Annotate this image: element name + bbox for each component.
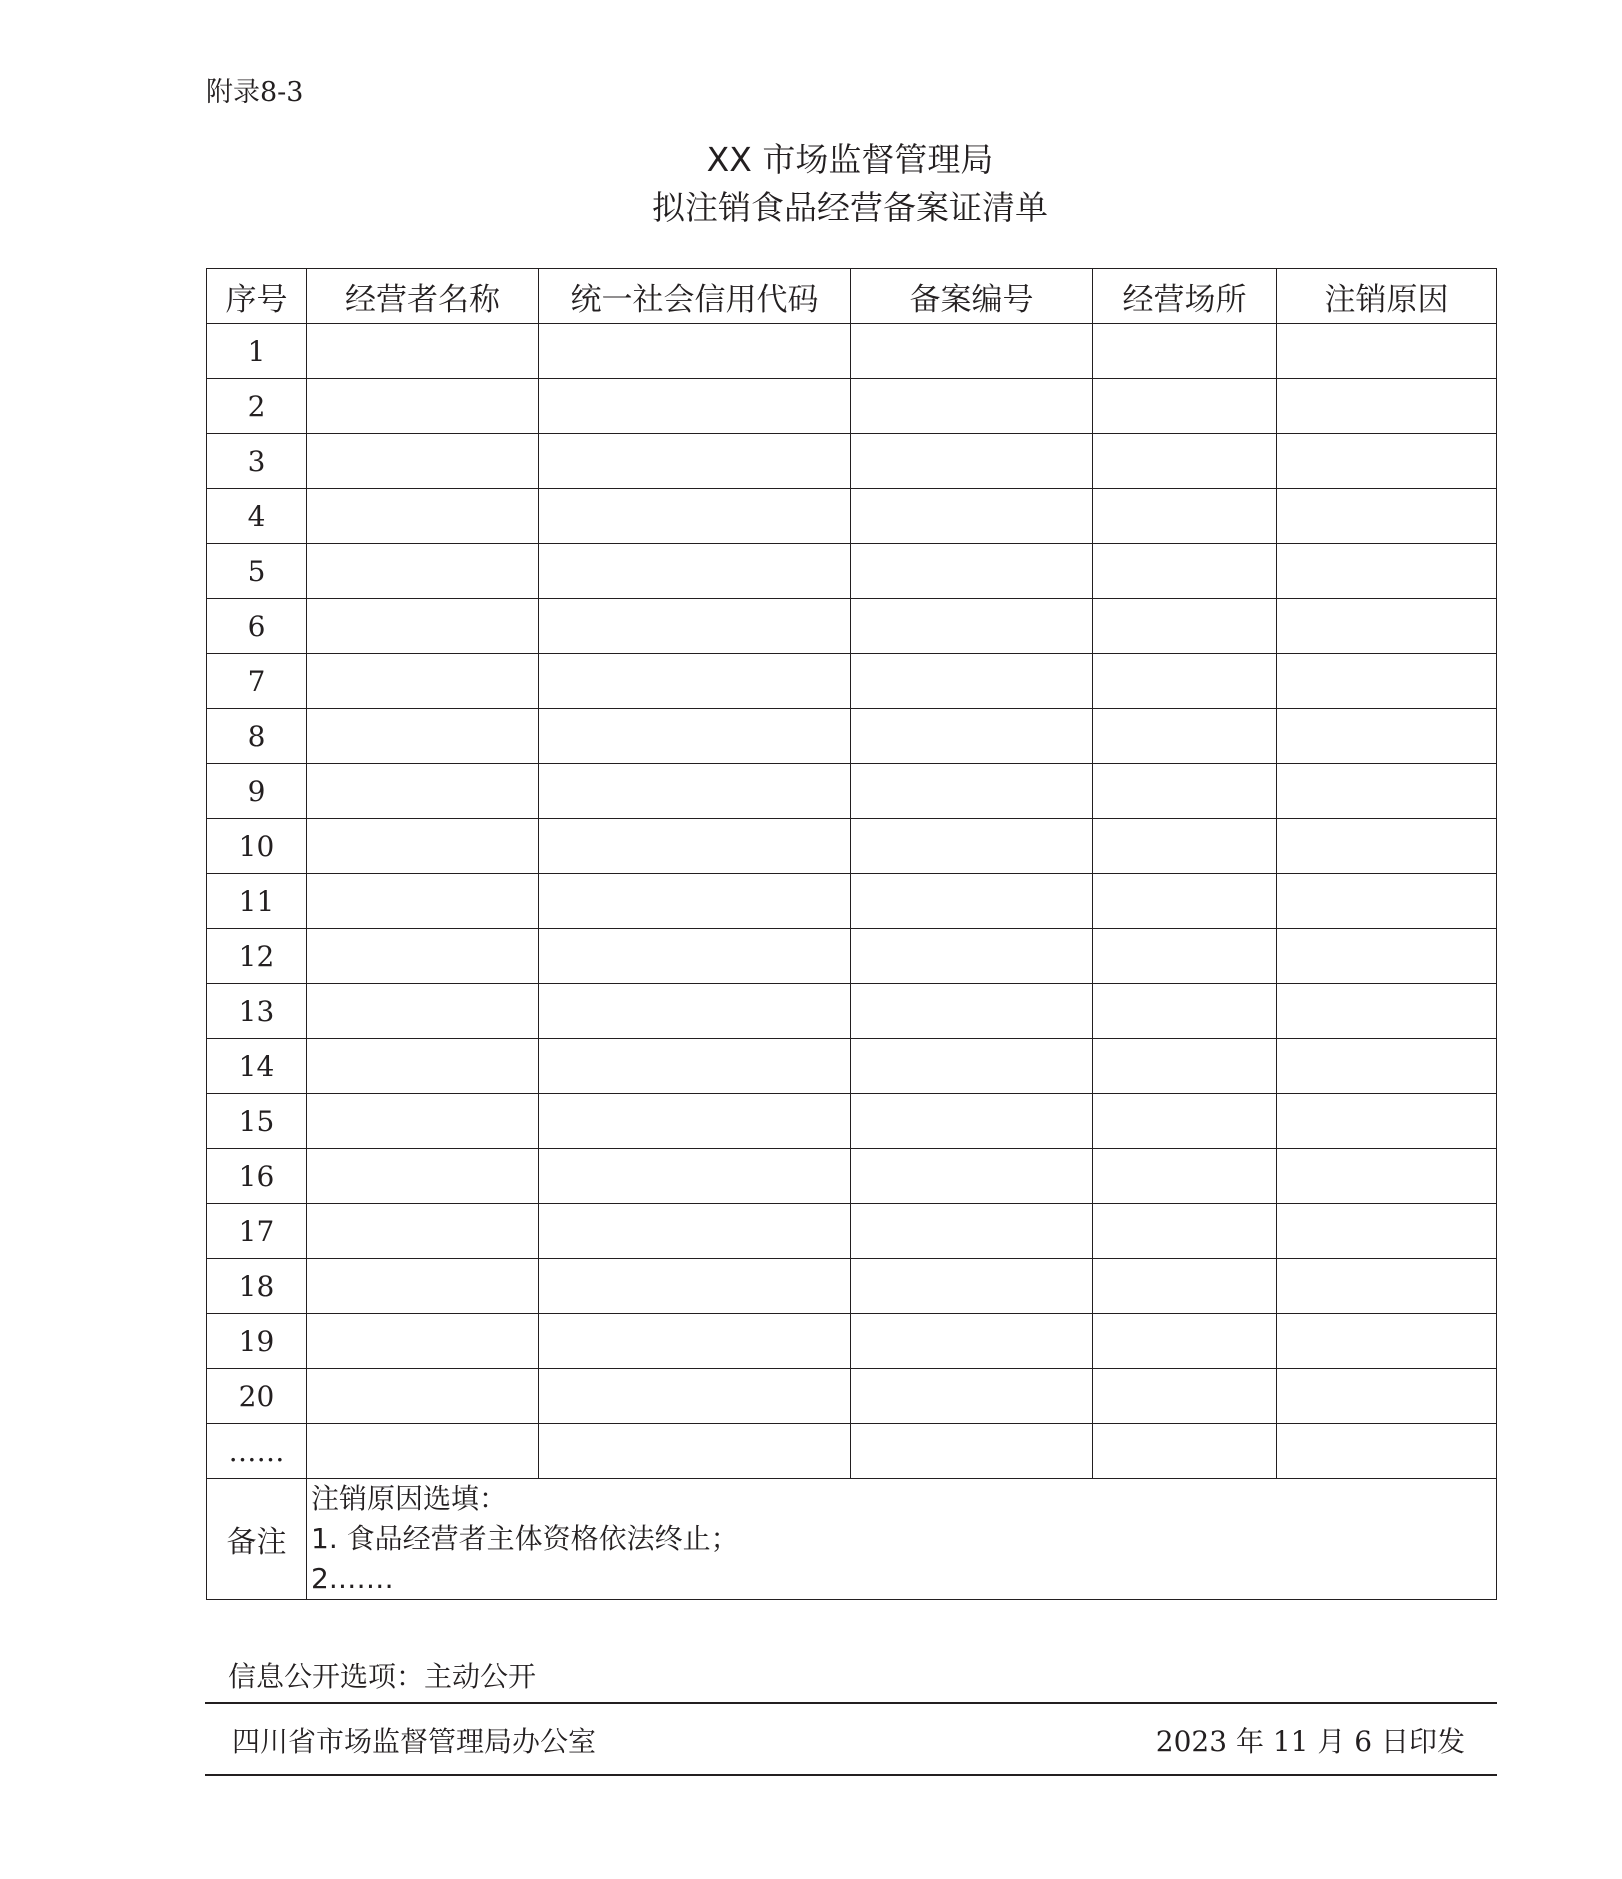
empty-cell xyxy=(1277,929,1497,984)
notes-line: 2.…… xyxy=(311,1562,394,1595)
table-row xyxy=(207,1424,1497,1479)
row-index: 5 xyxy=(207,544,307,599)
table-row xyxy=(207,434,1497,489)
empty-cell xyxy=(1093,1039,1277,1094)
empty-cell xyxy=(307,324,539,379)
row-index: 3 xyxy=(207,434,307,489)
table-row xyxy=(207,874,1497,929)
empty-cell xyxy=(539,1314,851,1369)
empty-cell xyxy=(1093,1094,1277,1149)
empty-cell xyxy=(1093,489,1277,544)
empty-cell xyxy=(851,709,1093,764)
row-index: 17 xyxy=(207,1204,307,1259)
table-row xyxy=(207,1369,1497,1424)
empty-cell xyxy=(851,764,1093,819)
empty-cell xyxy=(1093,434,1277,489)
table-row xyxy=(207,929,1497,984)
empty-cell xyxy=(539,709,851,764)
empty-cell xyxy=(539,1369,851,1424)
empty-cell xyxy=(307,929,539,984)
row-index: 19 xyxy=(207,1314,307,1369)
empty-cell xyxy=(1093,1424,1277,1479)
header-credit-code: 统一社会信用代码 xyxy=(539,269,851,324)
empty-cell xyxy=(1277,1204,1497,1259)
document-title-line1: XX 市场监督管理局 xyxy=(706,140,994,179)
row-index: 11 xyxy=(207,874,307,929)
empty-cell xyxy=(539,819,851,874)
empty-cell xyxy=(307,1149,539,1204)
header-premises: 经营场所 xyxy=(1093,269,1277,324)
disclosure-option: 信息公开选项：主动公开 xyxy=(228,1660,537,1693)
empty-cell xyxy=(307,489,539,544)
row-index: 4 xyxy=(207,489,307,544)
header-revocation-reason: 注销原因 xyxy=(1277,269,1497,324)
empty-cell xyxy=(1093,324,1277,379)
empty-cell xyxy=(539,1424,851,1479)
table-row xyxy=(207,709,1497,764)
empty-cell xyxy=(1093,984,1277,1039)
notes-label: 备注 xyxy=(207,1479,307,1600)
row-index: 1 xyxy=(207,324,307,379)
empty-cell xyxy=(1093,544,1277,599)
table-row xyxy=(207,1039,1497,1094)
empty-cell xyxy=(539,324,851,379)
row-index: 2 xyxy=(207,379,307,434)
empty-cell xyxy=(539,434,851,489)
empty-cell xyxy=(851,599,1093,654)
empty-cell xyxy=(1093,1259,1277,1314)
notes-line: 注销原因选填： xyxy=(311,1482,508,1515)
row-index: 12 xyxy=(207,929,307,984)
empty-cell xyxy=(539,489,851,544)
empty-cell xyxy=(1277,1314,1497,1369)
empty-cell xyxy=(851,489,1093,544)
empty-cell xyxy=(539,984,851,1039)
footer-top-rule xyxy=(205,1702,1497,1704)
empty-cell xyxy=(307,1314,539,1369)
empty-cell xyxy=(851,324,1093,379)
empty-cell xyxy=(539,1149,851,1204)
notes-content xyxy=(307,1479,1497,1600)
appendix-label: 附录8-3 xyxy=(206,77,304,108)
header-filing-number: 备案编号 xyxy=(851,269,1093,324)
empty-cell xyxy=(307,1259,539,1314)
document-title-line2: 拟注销食品经营备案证清单 xyxy=(652,188,1048,227)
empty-cell xyxy=(1093,764,1277,819)
table-row xyxy=(207,1149,1497,1204)
row-index: 8 xyxy=(207,709,307,764)
empty-cell xyxy=(851,984,1093,1039)
empty-cell xyxy=(851,1424,1093,1479)
empty-cell xyxy=(1277,709,1497,764)
notes-row xyxy=(207,1479,1497,1600)
table-header-row xyxy=(207,269,1497,324)
row-index: 18 xyxy=(207,1259,307,1314)
empty-cell xyxy=(851,929,1093,984)
empty-cell xyxy=(307,434,539,489)
empty-cell xyxy=(539,764,851,819)
issue-date: 2023 年 11 月 6 日印发 xyxy=(1155,1725,1465,1758)
row-index: 10 xyxy=(207,819,307,874)
empty-cell xyxy=(1277,1039,1497,1094)
empty-cell xyxy=(539,929,851,984)
empty-cell xyxy=(307,874,539,929)
table-row xyxy=(207,1314,1497,1369)
empty-cell xyxy=(1093,654,1277,709)
empty-cell xyxy=(851,1259,1093,1314)
empty-cell xyxy=(1277,1149,1497,1204)
empty-cell xyxy=(1277,544,1497,599)
empty-cell xyxy=(851,819,1093,874)
empty-cell xyxy=(1093,1204,1277,1259)
empty-cell xyxy=(1277,434,1497,489)
table-row xyxy=(207,654,1497,709)
empty-cell xyxy=(307,379,539,434)
row-index: 7 xyxy=(207,654,307,709)
empty-cell xyxy=(1277,874,1497,929)
empty-cell xyxy=(851,379,1093,434)
empty-cell xyxy=(307,984,539,1039)
empty-cell xyxy=(307,544,539,599)
empty-cell xyxy=(539,1259,851,1314)
empty-cell xyxy=(1093,1369,1277,1424)
empty-cell xyxy=(1277,489,1497,544)
empty-cell xyxy=(1093,709,1277,764)
empty-cell xyxy=(851,434,1093,489)
empty-cell xyxy=(851,1039,1093,1094)
row-index: 14 xyxy=(207,1039,307,1094)
table-row xyxy=(207,324,1497,379)
empty-cell xyxy=(307,1039,539,1094)
row-index: 15 xyxy=(207,1094,307,1149)
empty-cell xyxy=(1093,1314,1277,1369)
empty-cell xyxy=(539,1094,851,1149)
empty-cell xyxy=(539,654,851,709)
empty-cell xyxy=(1093,379,1277,434)
empty-cell xyxy=(307,654,539,709)
empty-cell xyxy=(307,1424,539,1479)
empty-cell xyxy=(1093,1149,1277,1204)
empty-cell xyxy=(539,544,851,599)
empty-cell xyxy=(1277,324,1497,379)
row-index: 13 xyxy=(207,984,307,1039)
empty-cell xyxy=(1277,599,1497,654)
empty-cell xyxy=(1093,929,1277,984)
table-row xyxy=(207,544,1497,599)
empty-cell xyxy=(1277,764,1497,819)
empty-cell xyxy=(851,1314,1093,1369)
table-row xyxy=(207,1204,1497,1259)
header-operator-name: 经营者名称 xyxy=(307,269,539,324)
empty-cell xyxy=(539,874,851,929)
empty-cell xyxy=(1093,599,1277,654)
empty-cell xyxy=(851,1149,1093,1204)
table-row xyxy=(207,764,1497,819)
header-index: 序号 xyxy=(207,269,307,324)
empty-cell xyxy=(1277,819,1497,874)
table-row xyxy=(207,379,1497,434)
empty-cell xyxy=(1093,874,1277,929)
empty-cell xyxy=(307,599,539,654)
empty-cell xyxy=(1277,654,1497,709)
issuing-office: 四川省市场监督管理局办公室 xyxy=(232,1725,597,1758)
table-row xyxy=(207,1259,1497,1314)
empty-cell xyxy=(307,709,539,764)
table-row xyxy=(207,1094,1497,1149)
row-index: 16 xyxy=(207,1149,307,1204)
empty-cell xyxy=(307,764,539,819)
row-index: 9 xyxy=(207,764,307,819)
empty-cell xyxy=(1277,984,1497,1039)
empty-cell xyxy=(539,1204,851,1259)
row-index: …… xyxy=(207,1424,307,1479)
empty-cell xyxy=(307,1369,539,1424)
empty-cell xyxy=(851,544,1093,599)
empty-cell xyxy=(307,819,539,874)
table-row xyxy=(207,819,1497,874)
empty-cell xyxy=(1277,1369,1497,1424)
table-row xyxy=(207,599,1497,654)
empty-cell xyxy=(851,1369,1093,1424)
empty-cell xyxy=(539,1039,851,1094)
empty-cell xyxy=(539,379,851,434)
empty-cell xyxy=(307,1204,539,1259)
footer-bottom-rule xyxy=(205,1774,1497,1776)
empty-cell xyxy=(539,599,851,654)
empty-cell xyxy=(851,654,1093,709)
empty-cell xyxy=(1277,1259,1497,1314)
notes-line: 1. 食品经营者主体资格依法终止； xyxy=(311,1522,739,1555)
revocation-list-table xyxy=(206,268,1497,1600)
empty-cell xyxy=(307,1094,539,1149)
table-row xyxy=(207,984,1497,1039)
empty-cell xyxy=(1277,379,1497,434)
empty-cell xyxy=(851,874,1093,929)
empty-cell xyxy=(851,1094,1093,1149)
empty-cell xyxy=(1277,1094,1497,1149)
empty-cell xyxy=(851,1204,1093,1259)
empty-cell xyxy=(1277,1424,1497,1479)
table-row xyxy=(207,489,1497,544)
empty-cell xyxy=(1093,819,1277,874)
row-index: 20 xyxy=(207,1369,307,1424)
row-index: 6 xyxy=(207,599,307,654)
